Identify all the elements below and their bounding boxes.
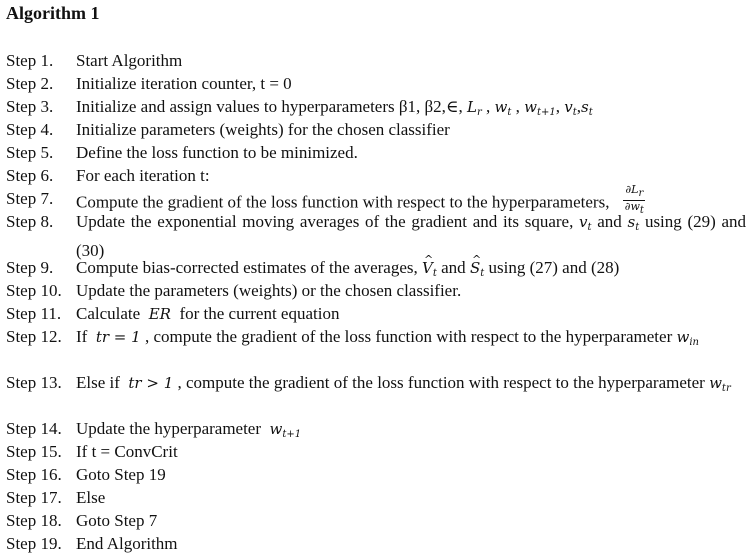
step-label: Step 16.	[6, 465, 62, 484]
step-8: Step 8. Update the exponential moving averages of the gradient and its square, $v_t$ and $s_t$ using (29) and (30)	[6, 212, 747, 260]
algorithm-title: Algorithm 1	[6, 3, 100, 23]
math-st: $s_t$	[627, 213, 640, 233]
step-label: Step 12.	[6, 327, 62, 346]
step-text: Goto Step 19	[76, 465, 166, 484]
step-text: Update the parameters (weights) or the chosen classifier.	[76, 281, 462, 300]
math-wt1: $w_{t+1}$	[269, 420, 302, 440]
step-17	[6, 486, 746, 509]
step-label: Step 11.	[6, 304, 62, 323]
step-5	[6, 141, 746, 164]
math-st-hat: ^ $S_t$	[470, 259, 484, 277]
step-15	[6, 440, 746, 463]
step-text: Start Algorithm	[76, 51, 183, 70]
step-label: Step 17.	[6, 488, 62, 507]
step-19	[6, 532, 746, 555]
step-4	[6, 118, 746, 141]
step-label: Step 15.	[6, 442, 62, 461]
step-18	[6, 509, 746, 532]
step-label: Step 6.	[6, 166, 54, 185]
step-7	[6, 183, 746, 216]
step-label: Step 19.	[6, 534, 62, 553]
math-tr-eq: tr = 1	[95, 328, 141, 346]
step-text: Update the exponential moving averages of the gradient and its square,	[76, 212, 574, 231]
math-wt1: $w_{t+1}$	[524, 98, 556, 118]
step-label: Step 8.	[6, 212, 54, 231]
step-text: If t = ConvCrit	[76, 442, 178, 461]
step-label: Step 10.	[6, 281, 62, 300]
step-text: Calculate	[76, 304, 141, 323]
step-1	[6, 49, 746, 72]
step-label: Step 5.	[6, 143, 54, 162]
step-label: Step 13.	[6, 373, 62, 392]
math-vt: $v_t$	[579, 213, 592, 233]
step-9: Step 9. Compute bias-corrected estimates of the averages, ^ $V_t$ and ^ $S_t$ using (27) and (28)	[6, 256, 746, 279]
math-lr: $L_r$	[467, 98, 482, 118]
math-st: $s_t$	[581, 98, 593, 118]
step-label: Step 4.	[6, 120, 54, 139]
step-label: Step 18.	[6, 511, 62, 530]
math-vt-hat: ^ $V_t$	[422, 259, 437, 277]
step-text: Update the hyperparameter	[76, 419, 262, 438]
step-label: Step 7.	[6, 189, 54, 208]
algorithm-steps	[6, 49, 746, 555]
step-13: Step 13. Else if tr > 1 , compute the gradient of the loss function with respect to the hyperparameter $w_{tr}$	[6, 371, 746, 417]
step-text: For each iteration t:	[76, 166, 210, 185]
step-10	[6, 279, 746, 302]
step-text: Compute bias-corrected estimates of the averages,	[76, 258, 418, 277]
math-win: $w_{in}$	[676, 328, 699, 348]
step-label: Step 1.	[6, 51, 54, 70]
step-text: Initialize parameters (weights) for the chosen classifier	[76, 120, 450, 139]
step-text: Else	[76, 488, 106, 507]
step-label: Step 14.	[6, 419, 62, 438]
step-2	[6, 72, 746, 95]
step-text: Initialize iteration counter, t = 0	[76, 74, 292, 93]
math-vt: $v_t$	[564, 98, 577, 118]
step-text: Else if	[76, 373, 120, 392]
math-er: ER	[148, 305, 171, 323]
step-text: If	[76, 327, 88, 346]
step-text: Goto Step 7	[76, 511, 158, 530]
partial-derivative-fraction: $\frac{\partial Lr}{\partial wt}$	[624, 183, 644, 216]
step-text: Compute the gradient of the loss function with respect to the hyperparameters,	[76, 192, 610, 212]
step-16	[6, 463, 746, 486]
step-3: Step 3. Initialize and assign values to hyperparameters β1, β2,∈, $L_r$ , $w_t$ , $w_{t+1}$, $v_t,s_t$	[6, 97, 593, 118]
step-text: Initialize and assign values to hyperparameters β1, β2,∈,	[76, 97, 463, 116]
math-tr-gt: tr > 1	[128, 374, 174, 392]
step-label: Step 3.	[6, 97, 54, 116]
step-label: Step 2.	[6, 74, 54, 93]
step-text: End Algorithm	[76, 534, 178, 553]
math-wt: $w_t$	[494, 98, 512, 118]
math-wtr: $w_{tr}$	[709, 374, 731, 394]
step-14	[6, 417, 746, 440]
step-12: Step 12. If tr = 1 , compute the gradient of the loss function with respect to the hyperparameter $w_{in}$	[6, 325, 746, 371]
step-text: Define the loss function to be minimized.	[76, 143, 358, 162]
step-11: Step 11. Calculate ER for the current equation	[6, 304, 340, 323]
step-label: Step 9.	[6, 258, 54, 277]
